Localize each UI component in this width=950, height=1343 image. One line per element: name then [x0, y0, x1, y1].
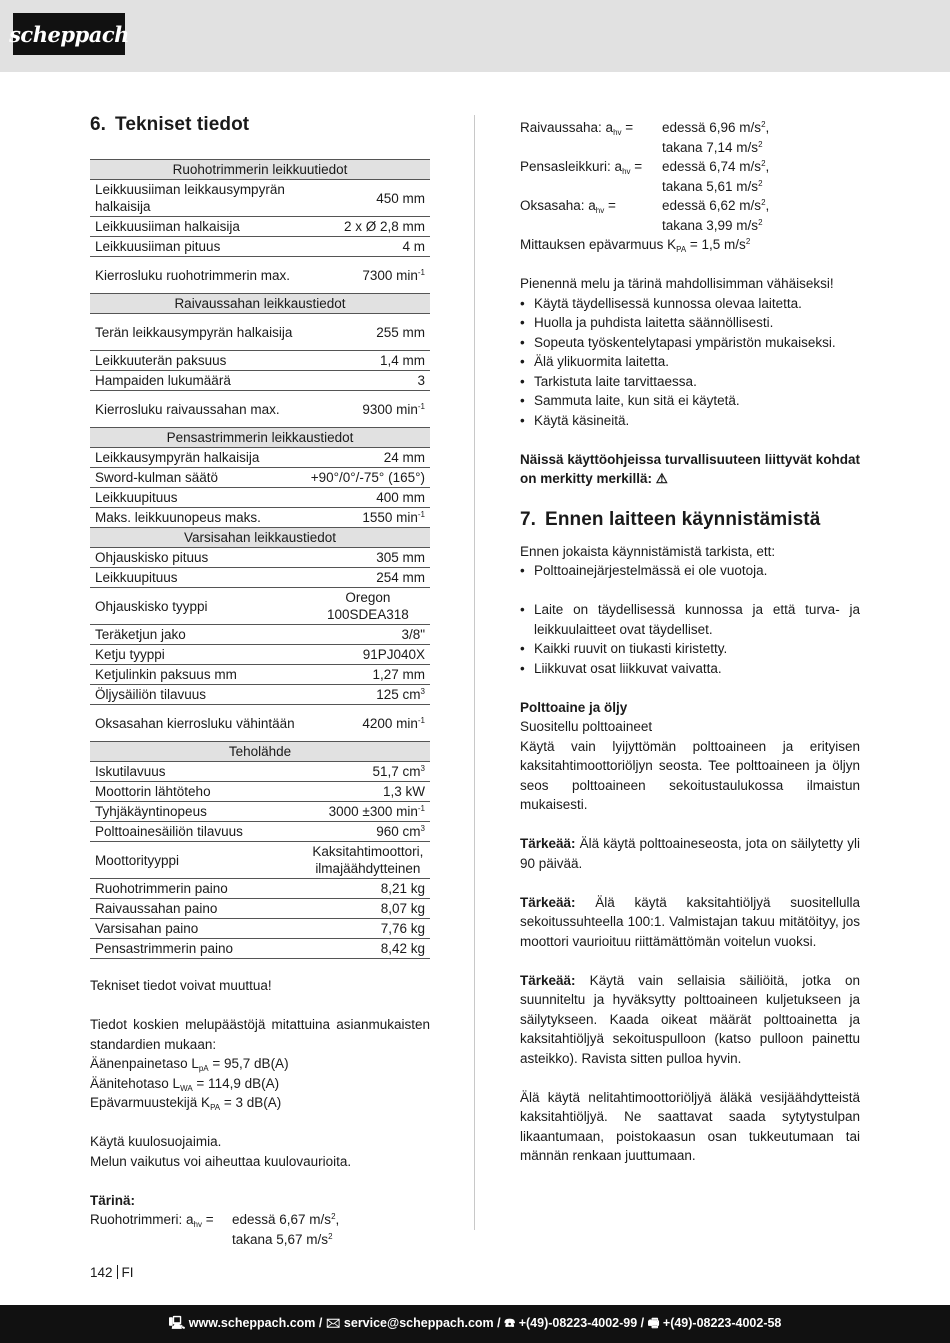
spec-key: Oksasahan kierrosluku vähintään [90, 705, 306, 742]
vibration-brushcutter: Raivaussaha: $a_{hv}$ = edessä 6,96 $m/s^2$, takana 7,14 $m/s^2$ [520, 120, 770, 155]
list-item: • Älä ylikuormita laitetta. [520, 352, 860, 372]
spec-value: 2 x Ø 2,8 mm [306, 217, 430, 237]
list-item: • Kaikki ruuvit on tiukasti kiristetty. [520, 639, 860, 659]
table-row [90, 371, 430, 391]
table-row [90, 237, 430, 257]
spec-value: 7300 $\min^{-1}$ [306, 257, 430, 294]
spec-value: 1,27 mm [306, 665, 430, 685]
table-row [90, 588, 430, 625]
important-1: Tärkeää: Älä käytä polttoaineseosta, jota on säilytetty yli 90 päivää. [520, 836, 860, 871]
right-column [520, 118, 860, 1166]
table-row [90, 314, 430, 351]
table-row [90, 625, 430, 645]
spec-key: Ohjauskisko tyyppi [90, 588, 306, 625]
spec-key: Leikkuupituus [90, 488, 306, 508]
contact-text: 🖳 www.scheppach.com / 🖂 service@scheppach.com / ☎ +(49)-08223-4002-99 / 🖷 +(49)-08223-4002-58 [168, 1315, 782, 1330]
spec-value: 9300 $\min^{-1}$ [306, 391, 430, 428]
table-row [90, 705, 430, 742]
spec-value: 450 mm [306, 180, 430, 217]
spec-key: Pensastrimmerin paino [90, 939, 306, 959]
table-section-header: Pensastrimmerin leikkaustiedot [90, 428, 430, 448]
spec-value: 3/8" [306, 625, 430, 645]
table-section-header: Varsisahan leikkaustiedot [90, 528, 430, 548]
table-row [90, 762, 430, 782]
ear-protection: Käytä kuulosuojaimia. [90, 1134, 222, 1149]
table-row [90, 939, 430, 959]
table-row [90, 802, 430, 822]
page-number: 142 FI [90, 1265, 134, 1280]
table-section-header: Raivaussahan leikkaustiedot [90, 294, 430, 314]
table-row [90, 257, 430, 294]
spec-key: Kierrosluku ruohotrimmerin max. [90, 257, 306, 294]
check-intro: Ennen jokaista käynnistämistä tarkista, ett: [520, 543, 776, 559]
table-row [90, 782, 430, 802]
noise-warning: Melun vaikutus voi aiheuttaa kuulovaurioita. [90, 1153, 352, 1169]
table-row [90, 685, 430, 705]
table-row [90, 879, 430, 899]
spec-table [90, 159, 430, 959]
column-divider [474, 115, 475, 1230]
fuel-subtitle: Suositellu polttoaineet [520, 719, 653, 734]
spec-value: 7,76 kg [306, 919, 430, 939]
safety-note: Näissä käyttöohjeissa turvallisuuteen liittyvät kohdat on merkitty merkillä: ⚠ [520, 451, 860, 486]
spec-value: 305 mm [306, 548, 430, 568]
header-bar [0, 0, 950, 72]
reduce-title: Pienennä melu ja tärinä mahdollisimman vähäiseksi! [520, 276, 834, 291]
list-item: • Liikkuvat osat liikkuvat vaivatta. [520, 659, 860, 679]
spec-key: Moottorin lähtöteho [90, 782, 306, 802]
vibration-trimmer: Ruohotrimmeri: $a_{hv}$ = edessä 6,67 $m/s^2$, takana 5,67 $m/s^2$ [90, 1212, 340, 1247]
spec-key: Teräketjun jako [90, 625, 306, 645]
spec-key: Moottorityyppi [90, 842, 306, 879]
spec-key: Ketjulinkin paksuus mm [90, 665, 306, 685]
table-row [90, 568, 430, 588]
list-item: • Laite on täydellisessä kunnossa ja että turva- ja leikkuulaitteet ovat täydelliset. [520, 600, 860, 639]
spec-key: Ohjauskisko pituus [90, 548, 306, 568]
section-title: 6. Tekniset tiedot [90, 114, 250, 135]
spec-value: 51,7 $cm^3$ [306, 762, 430, 782]
fuel-text: Käytä vain lyijyttömän polttoaineen ja erityisen kaksitahtimoottoriöljyn seosta. Tee polttoaineen ja öljyn seos polttoaineen sekoitustaulukossa ilmaistun mukaisesti. [520, 738, 860, 812]
table-row [90, 448, 430, 468]
spec-key: Leikkuusiiman leikkausympyrän halkaisija [90, 180, 306, 217]
table-row [90, 391, 430, 428]
list-item: • Käytä täydellisessä kunnossa olevaa laitetta. [520, 294, 860, 314]
list-item: • Sopeuta työskentelytapasi ympäristön mukaiseksi. [520, 333, 860, 353]
spec-key: Leikkuusiiman halkaisija [90, 217, 306, 237]
spec-value: 3000 ±300 $\min^{-1}$ [306, 802, 430, 822]
change-note: Tekniset tiedot voivat muuttua! [90, 978, 272, 993]
table-section-header: Teholähde [90, 742, 430, 762]
table-section-header: Ruohotrimmerin leikkuutiedot [90, 160, 430, 180]
spec-key: Maks. leikkuunopeus maks. [90, 508, 306, 528]
table-row [90, 822, 430, 842]
table-row [90, 508, 430, 528]
spec-value: Oregon 100SDEA318 [306, 588, 430, 625]
brand-logo: scheppach [13, 13, 125, 55]
contact-bar [0, 1305, 950, 1343]
table-row [90, 665, 430, 685]
spec-value: 3 [306, 371, 430, 391]
table-row [90, 548, 430, 568]
table-row [90, 468, 430, 488]
spec-value: 8,42 kg [306, 939, 430, 959]
spec-value: 8,21 kg [306, 879, 430, 899]
noise-intro: Tiedot koskien melupäästöjä mitattuina asianmukaisten standardien mukaan: [90, 1017, 430, 1052]
section-7-title: 7. Ennen laitteen käynnistämistä [520, 508, 821, 530]
spec-key: Leikkausympyrän halkaisija [90, 448, 306, 468]
table-row [90, 842, 430, 879]
spec-value: 1,3 kW [306, 782, 430, 802]
spec-value: +90°/0°/-75° (165°) [306, 468, 430, 488]
spec-key: Kierrosluku raivaussahan max. [90, 391, 306, 428]
spec-value: 125 $cm^3$ [306, 685, 430, 705]
spec-value: 1550 $\min^{-1}$ [306, 508, 430, 528]
spec-key: Ruohotrimmerin paino [90, 879, 306, 899]
noise-uncertainty: Epävarmuustekijä $K_{PA} = 3$ dB(A) [90, 1095, 282, 1112]
spec-key: Iskutilavuus [90, 762, 306, 782]
spec-key: Hampaiden lukumäärä [90, 371, 306, 391]
reduce-list [520, 294, 860, 431]
spec-key: Terän leikkausympyrän halkaisija [90, 314, 306, 351]
table-row [90, 899, 430, 919]
check-list-2 [520, 600, 860, 678]
table-row [90, 351, 430, 371]
table-row [90, 217, 430, 237]
check-list-1 [520, 561, 860, 581]
table-row [90, 180, 430, 217]
spec-value: Kaksitahtimoottori, ilmajäähdytteinen [306, 842, 430, 879]
spec-key: Öljysäiliön tilavuus [90, 685, 306, 705]
noise-pressure: Äänenpainetaso $L_{pA} = 95,7$ dB(A) [90, 1056, 289, 1073]
spec-key: Raivaussahan paino [90, 899, 306, 919]
list-item: • Polttoainejärjestelmässä ei ole vuotoja. [520, 561, 860, 581]
list-item: • Tarkistuta laite tarvittaessa. [520, 372, 860, 392]
important-3: Tärkeää: Käytä vain sellaisia säiliöitä, jotka on suunniteltu ja hyväksytty polttoaineen kuljetukseen ja säilytykseen. Kaada oikeat määrät polttoainetta ja kaksitahtiöljyä sekoituspulloon (katso pulloon painettu asteikko). Ravista sitten pulloa hyvin. [520, 972, 860, 1066]
important-2: Tärkeää: Älä käytä kaksitahtiöljyä suositellulla sekoitussuhteella 100:1. Valmistajan takuu mitätöityy, jos moottori vaurioituu riittämättömän voitelun vuoksi. [520, 894, 860, 949]
spec-key: Leikkuuterän paksuus [90, 351, 306, 371]
spec-key: Leikkuusiiman pituus [90, 237, 306, 257]
spec-value: 1,4 mm [306, 351, 430, 371]
table-row [90, 488, 430, 508]
spec-value: 8,07 kg [306, 899, 430, 919]
spec-key: Varsisahan paino [90, 919, 306, 939]
spec-key: Polttoainesäiliön tilavuus [90, 822, 306, 842]
spec-value: 255 mm [306, 314, 430, 351]
spec-value: 400 mm [306, 488, 430, 508]
spec-key: Tyhjäkäyntinopeus [90, 802, 306, 822]
oil-warning: Älä käytä nelitahtimoottoriöljyä äläkä vesijäähdytteistä kaksitahtiöljyä. Ne saattavat saada sytytystulpan likaantumaan, poistokaasun osan tukkeutumaan tai männän renkaan juuttumaan. [520, 1089, 860, 1163]
table-row [90, 645, 430, 665]
measurement-uncertainty: Mittauksen epävarmuus $K_{PA} = 1,5$ $m/s^2$ [520, 237, 751, 254]
list-item: • Käytä käsineitä. [520, 411, 860, 431]
list-item: • Huolla ja puhdista laitetta säännöllisesti. [520, 313, 860, 333]
table-row [90, 919, 430, 939]
vibration-polesaw: Oksasaha: $a_{hv}$ = edessä 6,62 $m/s^2$, takana 3,99 $m/s^2$ [520, 198, 770, 233]
spec-value: 254 mm [306, 568, 430, 588]
spec-value: 24 mm [306, 448, 430, 468]
spec-value: 91PJ040X [306, 645, 430, 665]
spec-value: 4200 $\min^{-1}$ [306, 705, 430, 742]
vibration-title: Tärinä: [90, 1192, 136, 1208]
spec-key: Sword-kulman säätö [90, 468, 306, 488]
spec-key: Ketju tyyppi [90, 645, 306, 665]
left-column [90, 114, 430, 1249]
list-item: • Sammuta laite, kun sitä ei käytetä. [520, 391, 860, 411]
noise-power: Äänitehotaso $L_{WA} = 114,9$ dB(A) [90, 1075, 280, 1093]
vibration-hedgetrimmer: Pensasleikkuri: $a_{hv}$ = edessä 6,74 $m/s^2$, takana 5,61 $m/s^2$ [520, 159, 770, 194]
spec-value: 960 $cm^3$ [306, 822, 430, 842]
spec-key: Leikkuupituus [90, 568, 306, 588]
spec-value: 4 m [306, 237, 430, 257]
fuel-title: Polttoaine ja öljy [520, 699, 628, 715]
